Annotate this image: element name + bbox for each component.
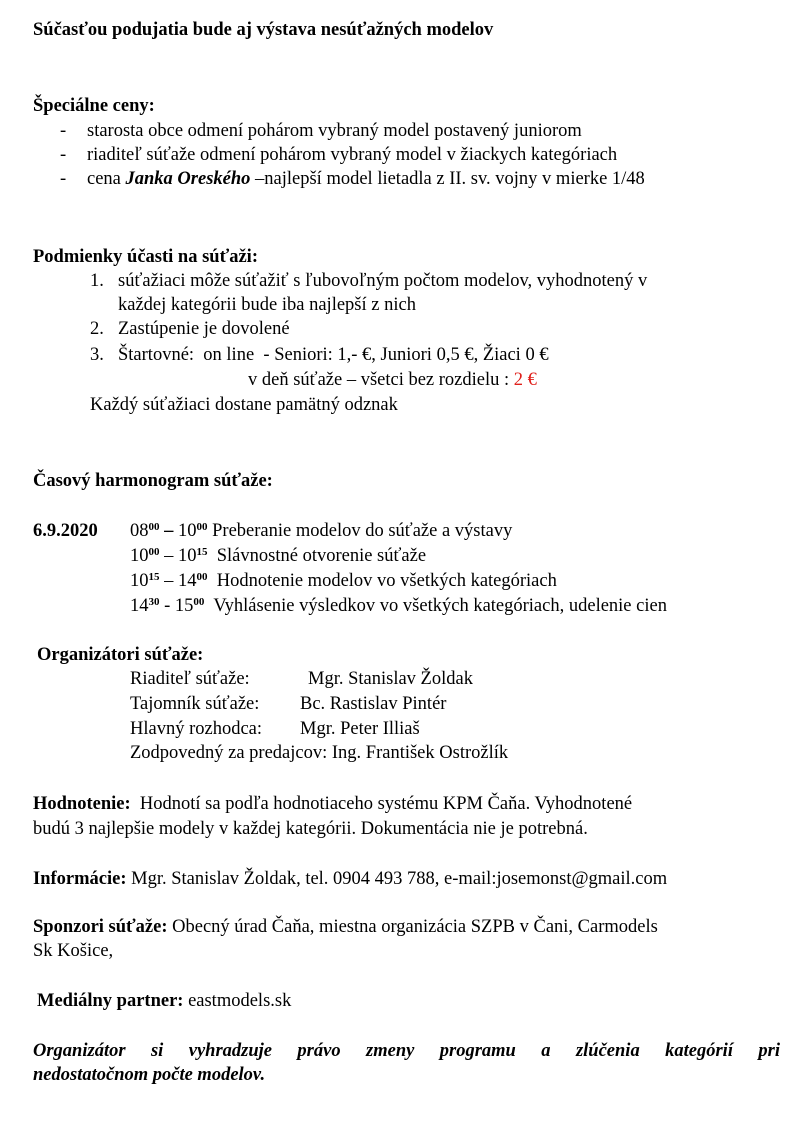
organizer-name: Mgr. Stanislav Žoldak: [308, 669, 473, 689]
organizer-name: Bc. Rastislav Pintér: [300, 694, 447, 714]
schedule-row: $08^{00} - 10^{00}$ Preberanie modelov do súťaže a výstavy: [130, 521, 513, 541]
closing-note-line-1: Organizátor si vyhradzuje právo zmeny programu a zlúčenia kategórií pri: [33, 1041, 780, 1061]
condition-item-3: 3. Štartovné: on line - Seniori: 1,- €, Juniori 0,5 €, Žiaci 0 €: [90, 345, 549, 365]
organizer-role: Tajomník súťaže:: [130, 694, 260, 714]
evaluation-line: Hodnotenie: Hodnotí sa podľa hodnotiaceho systému KPM Čaňa. Vyhodnotené: [33, 794, 633, 814]
info-label: Informácie:: [33, 869, 127, 889]
document-page: Súčasťou podujatia bude aj výstava nesúťažných modelov Špeciálne ceny: - starosta obce odmení pohárom vybraný model postavený juniorom - riaditeľ súťaže odmení pohárom vybraný model v žiackych kategóriach - cena Janka Oreského –najlepší model lietadla z II. sv. vojny v mierke 1/48 Podmienky účasti na súťaži: 1. súťažiaci môže súťažiť s ľubovoľným počtom modelov, vyhodnotený v každej kategórii bude iba najlepší z nich 2. Zastúpenie je dovolené 3. Štartovné: on line - Seniori: 1,- €, Juniori 0,5 €, Žiaci 0 € v deň súťaže – všetci bez rozdielu : 2 € Každý súťažiaci dostane pamätný odznak Časový harmonogram súťaže: 6.9.2020 $08^{00} - 10^{00}$ Preberanie modelov do súťaže a výstavy $10^{00} - 10^{15}$ Slávnostné otvorenie súťaže $10^{15} - 14^{00}$ Hodnotenie modelov vo všetkých kategóriach $14^{30} - 15^{00}$ Vyhlásenie výsledkov vo všetkých kategóriach, udelenie cien Organizátori súťaže: Riaditeľ súťaže: Mgr. Stanislav Žoldak Tajomník súťaže: Bc. Rastislav Pintér Hlavný rozhodca: Mgr. Peter Illiaš Zodpovedný za predajcov: Ing. František Ostrožlík Hodnotenie: Hodnotí sa podľa hodnotiaceho systému KPM Čaňa. Vyhodnotené budú 3 najlepšie modely v každej kategórii. Dokumentácia nie je potrebná. Informácie: Mgr. Stanislav Žoldak, tel. 0904 493 788, e-mail:josemonst@gmail.com Sponzori súťaže: Obecný úrad Čaňa, miestna organizácia SZPB v Čani, Carmodels Sk Košice, Mediálny partner: eastmodels.sk Organizátor si vyhradzuje právo zmeny programu a zlúčenia kategórií pri nedostatočnom počte modelov.: [33, 20, 780, 1085]
sponsors-line-2: Sk Košice,: [33, 941, 114, 961]
media-partner-line: Mediálny partner: eastmodels.sk: [37, 991, 292, 1011]
sponsors-line: Sponzori súťaže: Obecný úrad Čaňa, miestna organizácia SZPB v Čani, Carmodels: [33, 917, 658, 937]
organizer-name: Mgr. Peter Illiaš: [300, 719, 420, 739]
organizers-heading: Organizátori súťaže:: [37, 645, 204, 665]
special-prizes-heading: Špeciálne ceny:: [33, 96, 155, 116]
evaluation-label: Hodnotenie:: [33, 794, 131, 814]
organizer-role: Hlavný rozhodca:: [130, 719, 263, 739]
condition-item-1-cont: každej kategórii bude iba najlepší z nich: [118, 295, 416, 315]
onsite-fee: 2 €: [513, 370, 537, 390]
schedule-heading: Časový harmonogram súťaže:: [33, 471, 273, 491]
schedule-row: $14^{30} - 15^{00}$ Vyhlásenie výsledkov vo všetkých kategóriach, udelenie cien: [130, 596, 667, 616]
condition-item-1: 1. súťažiaci môže súťažiť s ľubovoľným počtom modelov, vyhodnotený v: [90, 271, 648, 291]
conditions-heading: Podmienky účasti na súťaži:: [33, 247, 258, 267]
closing-note-line-2: nedostatočnom počte modelov.: [33, 1065, 266, 1085]
info-line: [33, 868, 667, 891]
condition-item-2: 2. Zastúpenie je dovolené: [90, 319, 290, 339]
prize-name: Janka Oreského: [125, 169, 251, 189]
media-partner-label: Mediálny partner:: [37, 991, 184, 1011]
organizer-role: Riaditeľ súťaže:: [130, 669, 250, 689]
sponsors-label: Sponzori súťaže:: [33, 917, 168, 937]
badge-note: Každý súťažiaci dostane pamätný odznak: [90, 395, 398, 415]
contact-info: Mgr. Stanislav Žoldak, tel. 0904 493 788, e-mail:josemonst@gmail.com: [126, 869, 668, 889]
condition-item-3-cont: v deň súťaže – všetci bez rozdielu : 2 €: [248, 370, 537, 390]
exhibition-note: Súčasťou podujatia bude aj výstava nesúťažných modelov: [33, 20, 494, 40]
schedule-date: 6.9.2020: [33, 521, 98, 541]
organizer-row: Zodpovedný za predajcov: Ing. František Ostrožlík: [130, 743, 509, 763]
schedule-row: $10^{15} - 14^{00}$ Hodnotenie modelov vo všetkých kategóriach: [130, 571, 557, 591]
evaluation-line-2: budú 3 najlepšie modely v každej kategórii. Dokumentácia nie je potrebná.: [33, 819, 588, 839]
schedule-row: $10^{00} - 10^{15}$ Slávnostné otvorenie súťaže: [130, 546, 427, 566]
